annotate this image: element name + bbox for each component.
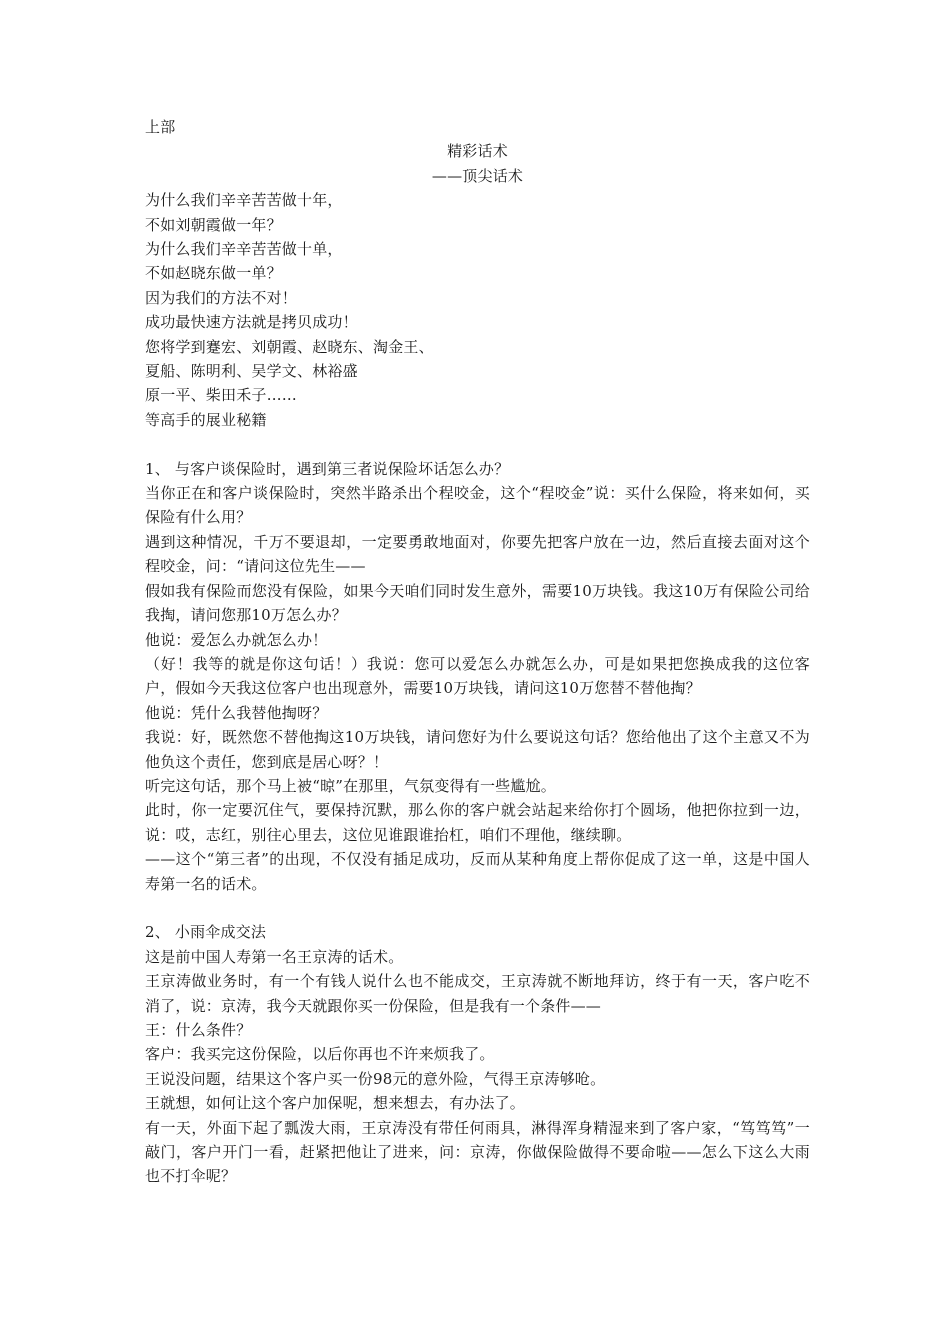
section-2-paragraph: 王就想，如何让这个客户加保呢，想来想去，有办法了。: [145, 1094, 526, 1113]
section-2-paragraph: 王：什么条件？: [145, 1021, 252, 1039]
section-1-paragraph: 遇到这种情况，千万不要退却，一定要勇敢地面对，你要先把客户放在一边，然后直接去面对这个程咬金，问：“请问这位先生——: [145, 532, 810, 576]
intro-line: 不如刘朝霞做一年？: [145, 215, 282, 234]
section-1-paragraph: 听完这句话，那个马上被“晾”在那里，气氛变得有一些尴尬。: [145, 776, 556, 795]
intro-line: 夏船、陈明利、吴学文、林裕盛: [145, 362, 358, 381]
blank-line: [145, 896, 810, 920]
intro-line: 您将学到蹇宏、刘朝霞、赵晓东、淘金王、: [145, 337, 434, 356]
section-1-paragraph: 假如我有保险而您没有保险，如果今天咱们同时发生意外，需要10万块钱。我这10万有保险公司给我掏，请问您那10万怎么办？: [145, 581, 810, 625]
section-1-paragraph: （好！我等的就是你这句话！）我说：您可以爱怎么办就怎么办，可是如果把您换成我的这位客户，假如今天我这位客户也出现意外，需要10万块钱，请问这10万您替不替他掏？: [145, 654, 810, 698]
document-body: [145, 115, 810, 1189]
section-1-heading: 1、 与客户谈保险时，遇到第三者说保险坏话怎么办？: [145, 459, 510, 478]
section-1-paragraph: 此时，你一定要沉住气，要保持沉默，那么你的客户就会站起来给你打个圆场，他把你拉到一边，说：哎，志红，别往心里去，这位见谁跟谁抬杠，咱们不理他，继续聊。: [145, 801, 810, 844]
intro-line: 成功最快速方法就是拷贝成功！: [145, 313, 358, 332]
section-2-paragraph: 客户：我买完这份保险，以后你再也不许来烦我了。: [145, 1045, 495, 1064]
intro-line: 因为我们的方法不对！: [145, 288, 298, 307]
document-title: 精彩话术: [447, 142, 508, 161]
section-1-paragraph: 他说：爱怎么办就怎么办！: [145, 630, 328, 649]
section-2-paragraph: 王京涛做业务时，有一个有钱人说什么也不能成交，王京涛就不断地拜访，终于有一天，客户吃不消了，说：京涛，我今天就跟你买一份保险，但是我有一个条件——: [145, 972, 810, 1015]
intro-line: 为什么我们辛辛苦苦做十年，: [145, 191, 343, 210]
intro-line: 等高手的展业秘籍: [145, 410, 267, 429]
document-subtitle: ——顶尖话术: [431, 166, 524, 185]
section-2-paragraph: 这是前中国人寿第一名王京涛的话术。: [145, 947, 404, 966]
section-1-paragraph: 他说：凭什么我替他掏呀？: [145, 703, 328, 722]
section-label: 上部: [145, 118, 176, 136]
section-1-paragraph: 我说：好，既然您不替他掏这10万块钱，请问您好为什么要说这句话？您给他出了这个主意又不为他负这个责任，您到底是居心呀？！: [145, 728, 810, 771]
blank-line: [145, 432, 810, 456]
section-2-paragraph: 有一天，外面下起了瓢泼大雨，王京涛没有带任何雨具，淋得浑身精湿来到了客户家，“笃笃笃”一敲门，客户开门一看，赶紧把他让了进来，问：京涛，你做保险做得不要命啦——怎么下这么大雨也不打伞呢？: [145, 1118, 810, 1186]
intro-line: 原一平、柴田禾子……: [145, 386, 298, 405]
section-2-heading: 2、 小雨伞成交法: [145, 923, 267, 942]
intro-line: 不如赵晓东做一单？: [145, 264, 282, 283]
section-2-paragraph: 王说没问题，结果这个客户买一份98元的意外险，气得王京涛够呛。: [145, 1069, 606, 1088]
section-1-paragraph: ——这个“第三者”的出现，不仅没有插足成功，反而从某种角度上帮你促成了这一单，这是中国人寿第一名的话术。: [145, 850, 810, 893]
section-1-paragraph: 当你正在和客户谈保险时，突然半路杀出个程咬金，这个“程咬金”说：买什么保险，将来如何，买保险有什么用？: [145, 484, 810, 527]
intro-line: 为什么我们辛辛苦苦做十单，: [145, 240, 343, 259]
